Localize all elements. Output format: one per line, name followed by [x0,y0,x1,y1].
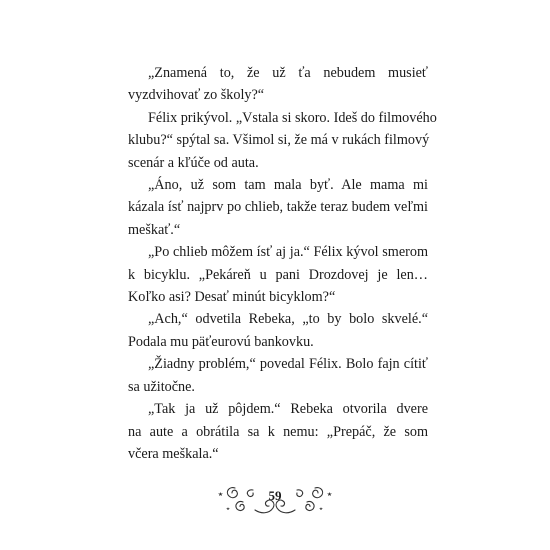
text-line: „Znamená to, že už ťa nebudem musieť [148,65,428,81]
text-line: Félix prikývol. „Vstala si skoro. Ideš do filmového [148,109,437,126]
text-line: „Ach,“ odvetila Rebeka, „to by bolo skvelé.“ [148,311,428,328]
text-line: „Po chlieb môžem ísť aj ja.“ Félix kývol smerom [148,244,428,261]
text-line: „Žiadny problém,“ povedal Félix. Bolo fajn cítiť [148,356,428,373]
text-line: scenár a kľúče od auta. [128,154,259,171]
text-line: Podala mu päťeurovú bankovku. [128,333,314,350]
text-line: meškať.“ [128,221,181,238]
text-line: kázala ísť najprv po chlieb, takže teraz budem veľmi [128,199,428,216]
page-number: 59 [268,488,282,503]
text-line: klubu?“ spýtal sa. Všimol si, že má v rukách filmový [128,132,430,149]
text-line: vyzdvihovať zo školy?“ [128,87,265,104]
text-line: „Tak ja už pôjdem.“ Rebeka otvorila dvere [148,401,428,418]
text-line: včera meškala.“ [128,445,219,462]
text-line: na aute a obrátila sa k nemu: „Prepáč, že som [128,423,428,440]
text-line: Koľko asi? Desať minút bicyklom?“ [128,289,336,306]
text-line: k bicyklu. „Pekáreň u pani Drozdovej je len… [128,266,428,283]
body-text [128,62,437,465]
text-line: sa užitočne. [128,378,195,395]
text-line: „Áno, už som tam mala byť. Ale mama mi [148,177,428,194]
